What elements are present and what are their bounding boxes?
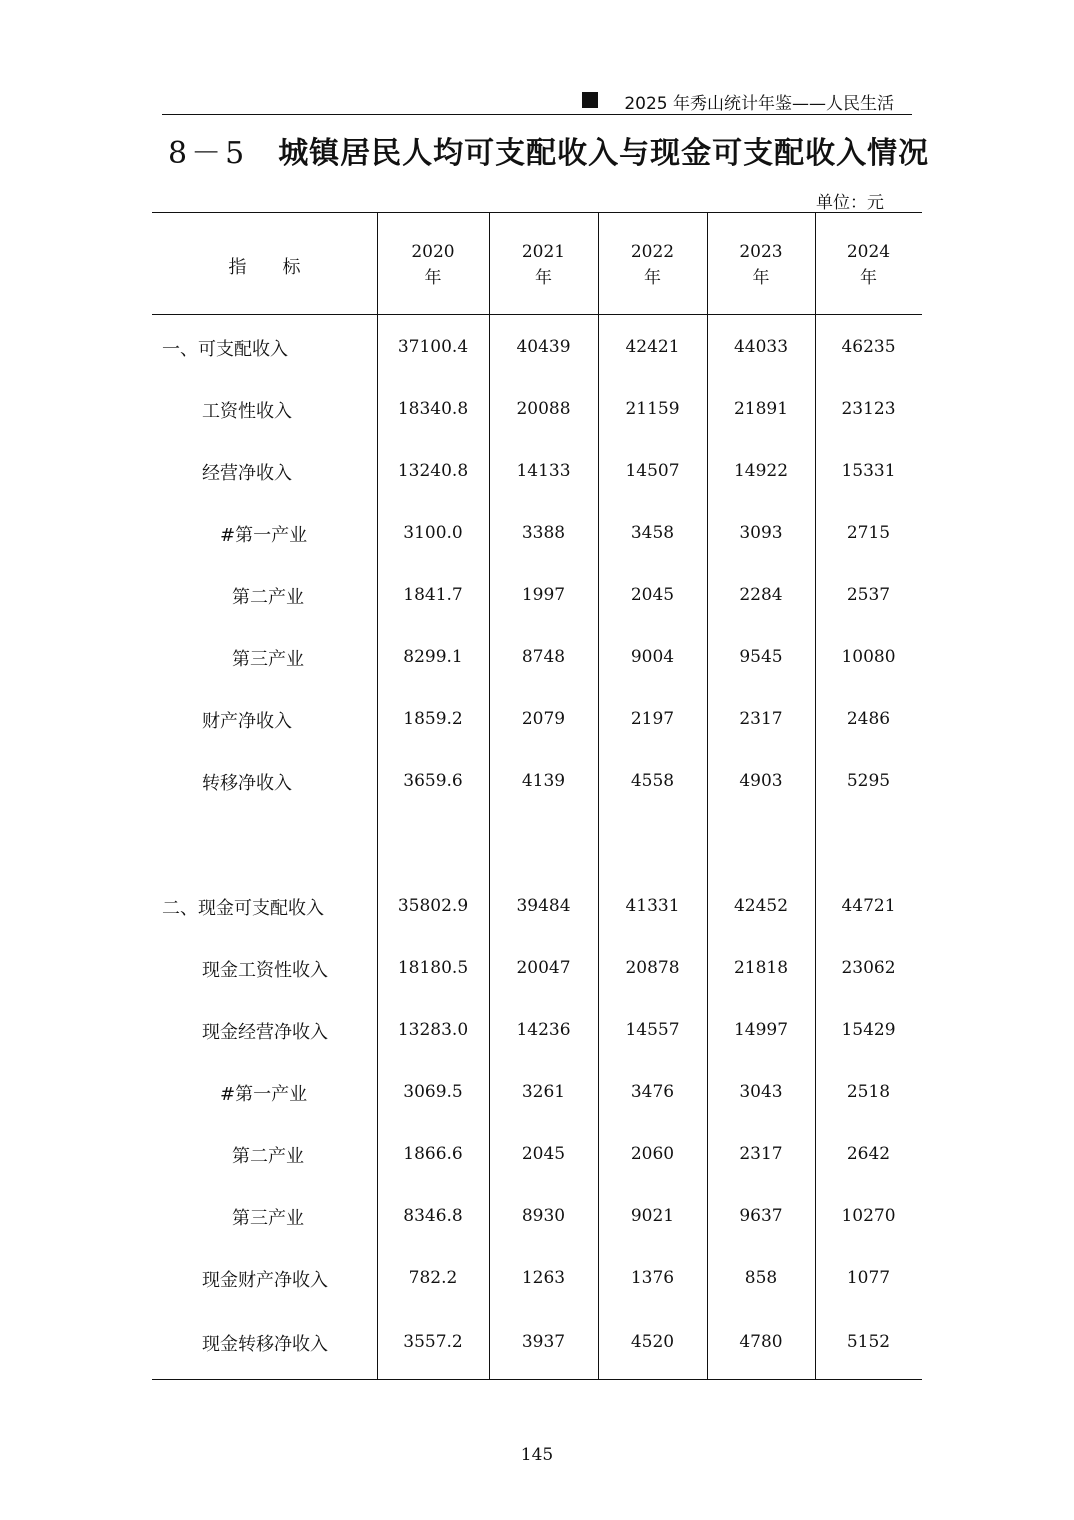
table-title bbox=[168, 128, 929, 172]
table-cell: 13240.8 bbox=[397, 461, 469, 481]
year-header-suffix: 年 bbox=[535, 268, 552, 288]
table-cell: 3476 bbox=[630, 1082, 675, 1102]
table-cell: 3069.5 bbox=[403, 1082, 463, 1102]
table-cell: 2060 bbox=[630, 1144, 675, 1164]
table-cell: 1866.6 bbox=[403, 1144, 463, 1164]
row-label: 经营净收入 bbox=[202, 463, 292, 484]
table-cell: 10270 bbox=[841, 1206, 896, 1226]
table-cell: 2518 bbox=[846, 1082, 891, 1102]
table-cell: 13283.0 bbox=[397, 1020, 469, 1040]
income-table bbox=[152, 212, 922, 1380]
table-row bbox=[152, 335, 922, 365]
table-cell: 18340.8 bbox=[397, 399, 469, 419]
year-header-suffix: 年 bbox=[752, 268, 770, 288]
table-cell: 18180.5 bbox=[397, 958, 469, 978]
table-cell: 5152 bbox=[846, 1332, 891, 1352]
table-cell: 9637 bbox=[739, 1206, 783, 1226]
row-label: 转移净收入 bbox=[202, 773, 292, 794]
year-header-year: 2020 bbox=[411, 242, 455, 262]
table-row bbox=[152, 707, 922, 737]
table-cell: 2642 bbox=[846, 1144, 891, 1164]
table-cell: 42452 bbox=[733, 896, 789, 916]
table-cell: 3937 bbox=[521, 1332, 566, 1352]
table-row bbox=[152, 1330, 922, 1360]
table-number: 8－5 bbox=[168, 136, 249, 171]
table-cell: 15429 bbox=[841, 1020, 896, 1040]
table-cell: 14922 bbox=[733, 461, 789, 481]
table-cell: 20047 bbox=[516, 958, 571, 978]
row-label: 财产净收入 bbox=[202, 711, 292, 732]
year-header-year: 2021 bbox=[521, 242, 566, 262]
table-row bbox=[152, 769, 922, 799]
table-cell: 44033 bbox=[733, 337, 789, 357]
year-header-suffix: 年 bbox=[644, 268, 661, 288]
unit-label: 单位：元 bbox=[816, 193, 884, 213]
table-cell: 3093 bbox=[739, 523, 783, 543]
table-cell: 14997 bbox=[733, 1020, 789, 1040]
table-row bbox=[152, 1142, 922, 1172]
table-cell: 2197 bbox=[630, 709, 675, 729]
table-cell: 20088 bbox=[516, 399, 571, 419]
table-cell: 2045 bbox=[630, 585, 675, 605]
year-header-year: 2023 bbox=[739, 242, 783, 262]
table-cell: 8299.1 bbox=[403, 647, 463, 667]
table-cell: 3557.2 bbox=[403, 1332, 463, 1352]
table-cell: 9545 bbox=[739, 647, 783, 667]
row-label: #第一产业 bbox=[220, 525, 308, 546]
running-header-title: 2025 年秀山统计年鉴——人民生活 bbox=[624, 94, 894, 114]
row-label: 一、可支配收入 bbox=[162, 339, 288, 360]
table-cell: 41331 bbox=[625, 896, 680, 916]
table-cell: 782.2 bbox=[408, 1268, 458, 1288]
table-cell: 4780 bbox=[739, 1332, 783, 1352]
table-row bbox=[152, 397, 922, 427]
table-cell: 858 bbox=[744, 1268, 778, 1288]
table-cell: 3100.0 bbox=[403, 523, 463, 543]
table-row bbox=[152, 1080, 922, 1110]
table-cell: 2537 bbox=[846, 585, 891, 605]
table-cell: 35802.9 bbox=[397, 896, 469, 916]
square-bullet-icon bbox=[582, 92, 598, 108]
row-label: 第二产业 bbox=[232, 587, 304, 608]
table-cell: 1376 bbox=[630, 1268, 675, 1288]
table-cell: 44721 bbox=[841, 896, 896, 916]
table-cell: 3261 bbox=[521, 1082, 566, 1102]
table-cell: 4520 bbox=[630, 1332, 675, 1352]
table-cell: 10080 bbox=[841, 647, 896, 667]
year-header-year: 2022 bbox=[630, 242, 675, 262]
table-cell: 3659.6 bbox=[403, 771, 463, 791]
table-cell: 1841.7 bbox=[403, 585, 463, 605]
year-header bbox=[598, 239, 707, 291]
year-header bbox=[707, 239, 815, 291]
table-cell: 9004 bbox=[630, 647, 675, 667]
table-cell: 42421 bbox=[625, 337, 680, 357]
header-divider bbox=[152, 314, 922, 315]
table-cell: 37100.4 bbox=[397, 337, 469, 357]
table-cell: 8930 bbox=[521, 1206, 566, 1226]
row-label: 现金工资性收入 bbox=[202, 960, 328, 981]
table-cell: 8748 bbox=[521, 647, 566, 667]
running-header bbox=[162, 88, 912, 115]
table-row bbox=[152, 1204, 922, 1234]
year-header bbox=[815, 239, 922, 291]
table-cell: 21159 bbox=[625, 399, 680, 419]
table-cell: 9021 bbox=[630, 1206, 675, 1226]
table-row bbox=[152, 894, 922, 924]
page-number: 145 bbox=[520, 1445, 554, 1465]
table-cell: 2317 bbox=[739, 709, 783, 729]
table-cell: 40439 bbox=[516, 337, 571, 357]
row-label: 第三产业 bbox=[232, 649, 304, 670]
table-row bbox=[152, 521, 922, 551]
table-cell: 20878 bbox=[625, 958, 680, 978]
table-title-text: 城镇居民人均可支配收入与现金可支配收入情况 bbox=[278, 136, 930, 171]
year-header-year: 2024 bbox=[846, 242, 891, 262]
table-row bbox=[152, 1018, 922, 1048]
table-row bbox=[152, 645, 922, 675]
row-label: 现金经营净收入 bbox=[202, 1022, 328, 1043]
row-label: 第三产业 bbox=[232, 1208, 304, 1229]
table-cell: 3388 bbox=[521, 523, 566, 543]
table-cell: 23062 bbox=[841, 958, 896, 978]
row-label: 现金财产净收入 bbox=[202, 1270, 328, 1291]
year-header-suffix: 年 bbox=[860, 268, 877, 288]
table-cell: 2317 bbox=[739, 1144, 783, 1164]
row-label: 现金转移净收入 bbox=[202, 1334, 328, 1355]
table-cell: 2715 bbox=[846, 523, 891, 543]
table-cell: 2486 bbox=[846, 709, 891, 729]
table-cell: 21891 bbox=[733, 399, 789, 419]
year-header bbox=[377, 239, 489, 291]
table-row bbox=[152, 1266, 922, 1296]
year-header-suffix: 年 bbox=[424, 268, 442, 288]
table-row bbox=[152, 459, 922, 489]
table-cell: 21818 bbox=[733, 958, 789, 978]
table-cell: 2284 bbox=[739, 585, 783, 605]
table-cell: 5295 bbox=[846, 771, 891, 791]
table-cell: 23123 bbox=[841, 399, 896, 419]
table-cell: 39484 bbox=[516, 896, 571, 916]
table-cell: 46235 bbox=[841, 337, 896, 357]
row-label: 工资性收入 bbox=[202, 401, 292, 422]
row-label: #第一产业 bbox=[220, 1084, 308, 1105]
table-cell: 3043 bbox=[739, 1082, 783, 1102]
table-row bbox=[152, 583, 922, 613]
table-cell: 4558 bbox=[630, 771, 675, 791]
table-cell: 14236 bbox=[516, 1020, 571, 1040]
indicator-header: 指 标 bbox=[228, 257, 301, 278]
row-label: 第二产业 bbox=[232, 1146, 304, 1167]
table-cell: 1859.2 bbox=[403, 709, 463, 729]
table-cell: 14557 bbox=[625, 1020, 680, 1040]
table-row bbox=[152, 956, 922, 986]
table-cell: 4139 bbox=[521, 771, 566, 791]
year-header bbox=[489, 239, 598, 291]
table-cell: 14507 bbox=[625, 461, 680, 481]
table-cell: 1997 bbox=[521, 585, 566, 605]
table-cell: 4903 bbox=[739, 771, 783, 791]
table-cell: 14133 bbox=[516, 461, 571, 481]
table-cell: 15331 bbox=[841, 461, 896, 481]
table-cell: 3458 bbox=[630, 523, 675, 543]
table-cell: 1263 bbox=[521, 1268, 566, 1288]
table-cell: 8346.8 bbox=[403, 1206, 463, 1226]
table-cell: 2079 bbox=[521, 709, 566, 729]
table-cell: 2045 bbox=[521, 1144, 566, 1164]
row-label: 二、现金可支配收入 bbox=[162, 898, 324, 919]
table-cell: 1077 bbox=[846, 1268, 891, 1288]
